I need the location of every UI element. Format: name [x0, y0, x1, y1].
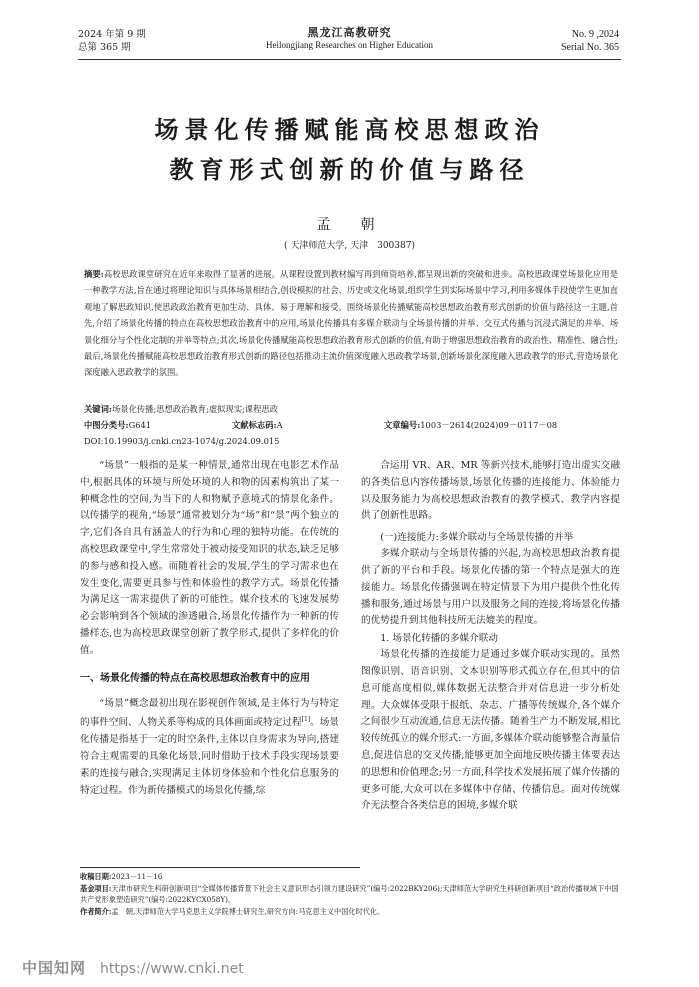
total-issue-cn: 总第 365 期	[78, 42, 131, 53]
left-column	[80, 458, 339, 800]
issue-info-en	[561, 28, 619, 54]
sub-subsection-heading: 1. 场景化转播的多媒介联动	[380, 633, 498, 645]
fund-value: 天津市研究生科研创新项目“全媒体传播背景下社会主义意识形态引领力建设研究”(编号:2022BKY206);天津师范大学研究生科研创新项目“政治传播视域下中国共产党形象塑造研究”(编号:2022KYCX058Y)。	[80, 883, 619, 904]
header-rule	[78, 59, 621, 60]
document-code-value: A	[276, 420, 283, 430]
body-paragraph: 场景化传播的连接能力是通过多媒介联动实现的。虽然图像识别、语音识别、文本识别等形式孤立存在,但其中的信息可能高度相似,媒体数据无法整合并对信息进一步分析处理。大众媒体受限于报纸、杂志、广播等传统媒介,各个媒介之间很少互动流通,信息无法传播。随着生产力不断发展,相比较传统孤立的媒介形式:一方面,多媒体介联动能够整合海量信息,促进信息的交叉传播,能够更加全面地反映传播主体要表达的思想和价值理念;另一方面,科学技术发展拓展了媒介传播的更多可能,大众可以在多媒体中存储、传播信息。面对传统媒介无法整合各类信息的困境,多媒介联	[361, 649, 620, 812]
body-text: “场景”概念最初出现在影视创作领域,是主体行为与特定的事件空间、人物关系等构成的具体画面或特定过程	[80, 697, 339, 729]
keywords-label: 关键词:	[84, 404, 112, 414]
journal-name-cn: 黑龙江高教研究	[307, 26, 392, 39]
article-number-value: 1003－2614(2024)09－0117－08	[420, 420, 558, 430]
section-heading-1: 一、场景化传播的特点在高校思想政治教育中的应用	[80, 672, 310, 684]
abstract-text: 高校思政课堂研究在近年来取得了显著的进展。从课程设置到教材编写再到师资培养,都呈现出新的突破和进步。高校思政课堂场景化应用是一种教学方法,旨在通过将理论知识与具体场景相结合,创设模拟的社会、历史或文化场景,组织学生到实际场景中学习,利用多媒体手段使学生更加直观地了解思政知识,使思政政治教育更加生动、具体、易于理解和接受。围绕场景化传播赋能高校思想政治教育形式创新的价值与路径这一主题,首先,介绍了场景化传播的特点在高校思想政治教育中的应用,场景化传播具有多媒介联动与全场景传播的并举、交互式传播与沉浸式满足的并举、场景化细分与个性化定制的并举等特点;其次,场景化传播赋能高校思想政治教育形式创新的价值,有助于增强思想政治教育的政治性、精准性、融合性;最后,场景化传播赋能高校思想政治教育形式创新的路径包括推动主流价值深度融入思政教学场景,创新场景化深度融入思政教学的形式,营造场景化深度融入思政教学的氛围。	[84, 269, 618, 378]
body-paragraph	[80, 696, 339, 800]
author-bio-label: 作者简介:	[80, 906, 112, 916]
abstract-label: 摘要:	[84, 269, 104, 279]
received-label: 收稿日期:	[80, 872, 112, 881]
serial-number-en: Serial No. 365	[560, 42, 619, 53]
title-line-2: 教育形式创新的价值与路径	[169, 155, 530, 184]
document-code-label: 文献标志码:	[232, 420, 277, 430]
body-paragraph: 合运用 VR、AR、MR 等新兴技术,能够打造出虚实交融的各类信息内容传播场景,场景化传播的连接能力、体验能力以及服务能力为高校思想政治教育的教学模式、教学内容提供了创新性思路。	[361, 460, 620, 522]
author-bio	[80, 906, 620, 918]
author-name: 孟 朝	[316, 217, 383, 233]
body-paragraph: “场景”一般指的是某一种情景,通常出现在电影艺术作品中,根据具体的环境与所处环境的人和物的因素构筑出了某一种概念性的空间,为当下的人和物赋予意境式的情景化条件。以传播学的视角,“场景”通常被划分为“场”和“景”两个独立的字,它们各自具有涵盖人的行为和心理的独特功能。在传统的高校思政课堂中,学生常常处于被动接受知识的状态,缺乏足够的参与感和投入感。而随着社会的发展,学生的学习需求也在发生变化,需要更具参与性和体验性的教学方式。场景化传播为满足这一需求提供了新的可能性。媒介技术的飞速发展势必会影响到各个领域的渗透融合,场景化传播作为一种新的传播样态,也为高校思政课堂创新了教学形式,提供了多样化的价值。	[80, 460, 339, 656]
issue-number-en: No. 9 ,2024	[571, 29, 619, 40]
keywords-text: 场景化传播;思想政治教育;虚拟现实;课程思政	[111, 404, 278, 414]
author-affiliation: ( 天津师范大学, 天津 300387)	[284, 241, 415, 251]
article-number	[384, 418, 557, 432]
article-title	[0, 110, 699, 190]
classification-value: G641	[128, 420, 152, 430]
fund-info	[80, 883, 620, 906]
footnote-rule	[80, 867, 360, 868]
fund-label: 基金项目:	[80, 883, 112, 893]
body-text: 。场景化传播是指基于一定的时空条件,主体以自身需求为导向,搭建符合主观需要的具象化场景,同时借助于技术手段实现场景要素的连接与融合,实现满足主体切身体验和个性化信息服务的特定过程。作为新传播模式的场景化传播,综	[80, 717, 340, 796]
cnki-watermark	[22, 957, 244, 978]
issue-number-cn: 2024 年第 9 期	[78, 29, 146, 40]
footnote	[80, 871, 620, 917]
classification-label: 中图分类号:	[84, 420, 129, 430]
cnki-logo: 中国知网	[22, 959, 87, 977]
right-column	[361, 458, 620, 815]
abstract	[84, 266, 618, 381]
received-value: 2023－11－16	[111, 872, 163, 881]
body-paragraph: 多媒介联动与全场景传播的兴起,为高校思想政治教育提供了新的平台和手段。场景化传播的第一个特点是强大的连接能力。场景化传播强调在特定情景下为用户提供个性化传播和服务,通过场景与用户以及服务之间的连接,将场景化传播的优势提升到其他科技所无法媲美的程度。	[361, 548, 620, 627]
article-number-label: 文章编号:	[384, 420, 421, 430]
document-code	[232, 418, 283, 432]
doi: DOI:10.19903/j.cnki.cn23-1074/g.2024.09.015	[84, 436, 280, 446]
subsection-heading: (一)连接能力:多媒介联动与全场景传播的并举	[380, 532, 574, 544]
classification-number	[84, 418, 151, 432]
author-bio-value: 孟 朝,天津师范大学马克思主义学院博士研究生,研究方向:马克思主义中国化时代化。	[111, 906, 385, 916]
title-line-1: 场景化传播赋能高校思想政治	[154, 115, 545, 144]
journal-name-en: Heilongjiang Researches on Higher Education	[266, 40, 433, 50]
citation-ref: [1]	[301, 716, 311, 724]
cnki-url: https://www.cnki.net	[100, 961, 244, 977]
received-date	[80, 871, 620, 883]
keywords	[84, 402, 618, 416]
